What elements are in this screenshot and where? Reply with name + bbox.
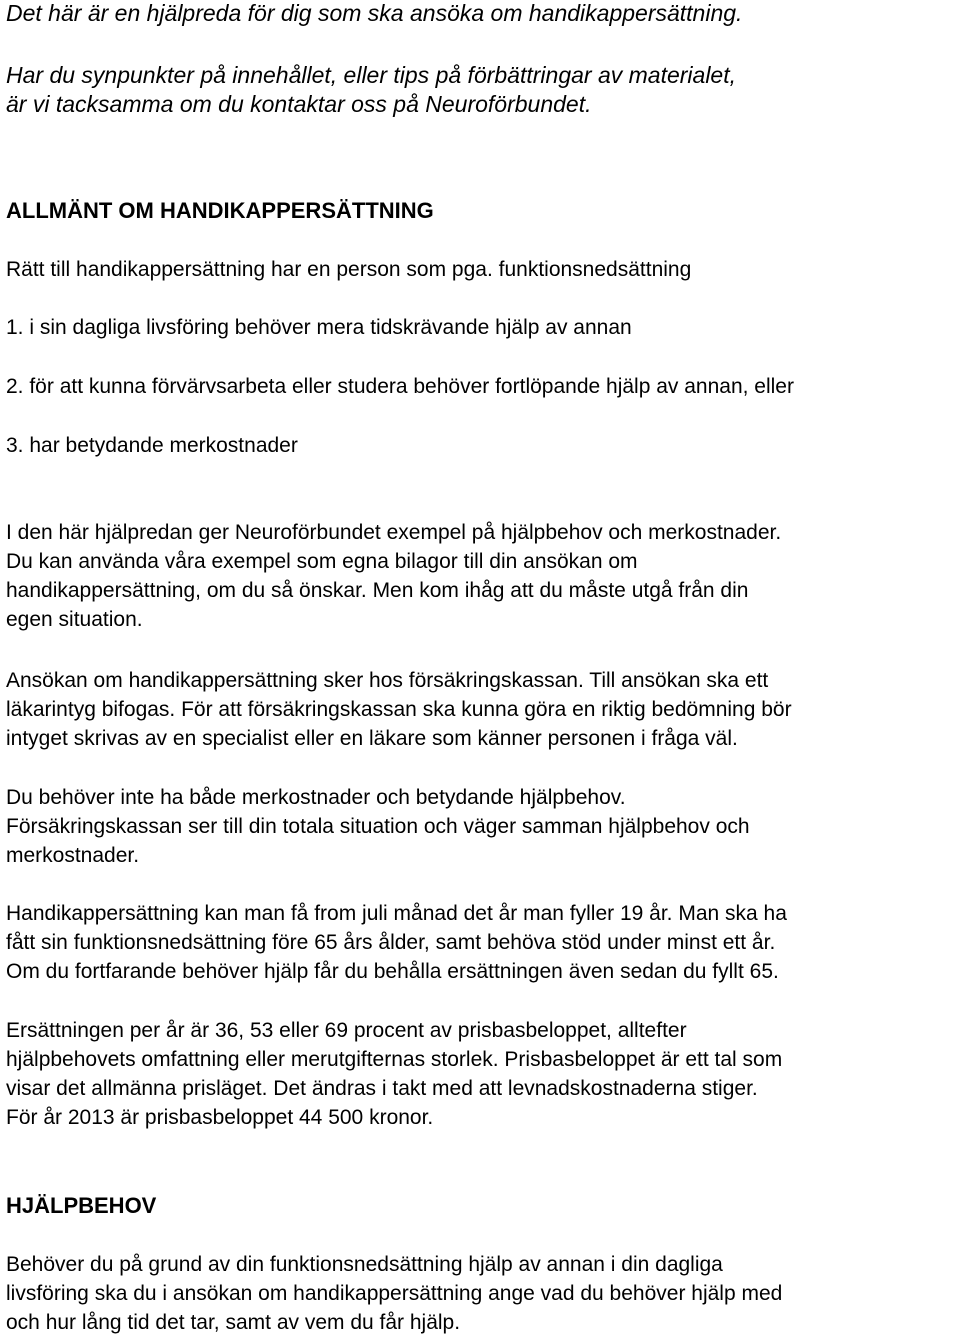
paragraph-line: Ersättningen per år är 36, 53 eller 69 procent av prisbasbeloppet, alltefter [6, 1019, 687, 1042]
intro-line: är vi tacksamma om du kontaktar oss på Neuroförbundet. [6, 91, 592, 117]
paragraph-line: Behöver du på grund av din funktionsnedsättning hjälp av annan i din dagliga [6, 1253, 723, 1276]
paragraph-line: visar det allmänna prisläget. Det ändras i takt med att levnadskostnaderna stiger. [6, 1077, 758, 1100]
intro-line: Har du synpunkter på innehållet, eller tips på förbättringar av materialet, [6, 62, 737, 88]
paragraph-line: läkarintyg bifogas. För att försäkringskassan ska kunna göra en riktig bedömning bör [6, 698, 792, 721]
criteria-item: 2. för att kunna förvärvsarbeta eller studera behöver fortlöpande hjälp av annan, eller [6, 375, 794, 398]
paragraph-line: För år 2013 är prisbasbeloppet 44 500 kronor. [6, 1106, 434, 1129]
paragraph [6, 518, 781, 634]
intro-line: Det här är en hjälpreda för dig som ska ansöka om handikappersättning. [6, 0, 743, 26]
paragraph-line: egen situation. [6, 608, 143, 631]
paragraph-line: Ansökan om handikappersättning sker hos försäkringskassan. Till ansökan ska ett [6, 669, 769, 692]
criteria-item: 3. har betydande merkostnader [6, 434, 298, 457]
paragraph-line: intyget skrivas av en specialist eller en läkare som känner personen i fråga väl. [6, 727, 738, 750]
section-heading: ALLMÄNT OM HANDIKAPPERSÄTTNING [6, 198, 434, 223]
paragraph-line: Handikappersättning kan man få from juli månad det år man fyller 19 år. Man ska ha [6, 902, 787, 925]
paragraph [6, 783, 750, 870]
paragraph-line: fått sin funktionsnedsättning före 65 års ålder, samt behöva stöd under minst ett år. [6, 931, 776, 954]
paragraph-line: Försäkringskassan ser till din totala situation och väger samman hjälpbehov och [6, 815, 750, 838]
paragraph-line: merkostnader. [6, 844, 140, 867]
paragraph [6, 1250, 782, 1337]
paragraph-line: handikappersättning, om du så önskar. Men kom ihåg att du måste utgå från din [6, 579, 749, 602]
paragraph [6, 666, 792, 753]
criteria-item: 1. i sin dagliga livsföring behöver mera tidskrävande hjälp av annan [6, 316, 632, 339]
section-lead: Rätt till handikappersättning har en person som pga. funktionsnedsättning [6, 258, 692, 281]
section-heading: HJÄLPBEHOV [6, 1193, 157, 1218]
paragraph-line: Du behöver inte ha både merkostnader och betydande hjälpbehov. [6, 786, 626, 809]
paragraph-line: Du kan använda våra exempel som egna bilagor till din ansökan om [6, 550, 638, 573]
paragraph-line: Om du fortfarande behöver hjälp får du behålla ersättningen även sedan du fyllt 65. [6, 960, 779, 983]
paragraph-line: och hur lång tid det tar, samt av vem du får hjälp. [6, 1311, 461, 1334]
paragraph-line: hjälpbehovets omfattning eller merutgifternas storlek. Prisbasbeloppet är ett tal som [6, 1048, 783, 1071]
paragraph-line: I den här hjälpredan ger Neuroförbundet exempel på hjälpbehov och merkostnader. [6, 521, 782, 544]
paragraph-line: livsföring ska du i ansökan om handikappersättning ange vad du behöver hjälp med [6, 1282, 783, 1305]
paragraph [6, 1016, 782, 1132]
paragraph [6, 899, 787, 986]
